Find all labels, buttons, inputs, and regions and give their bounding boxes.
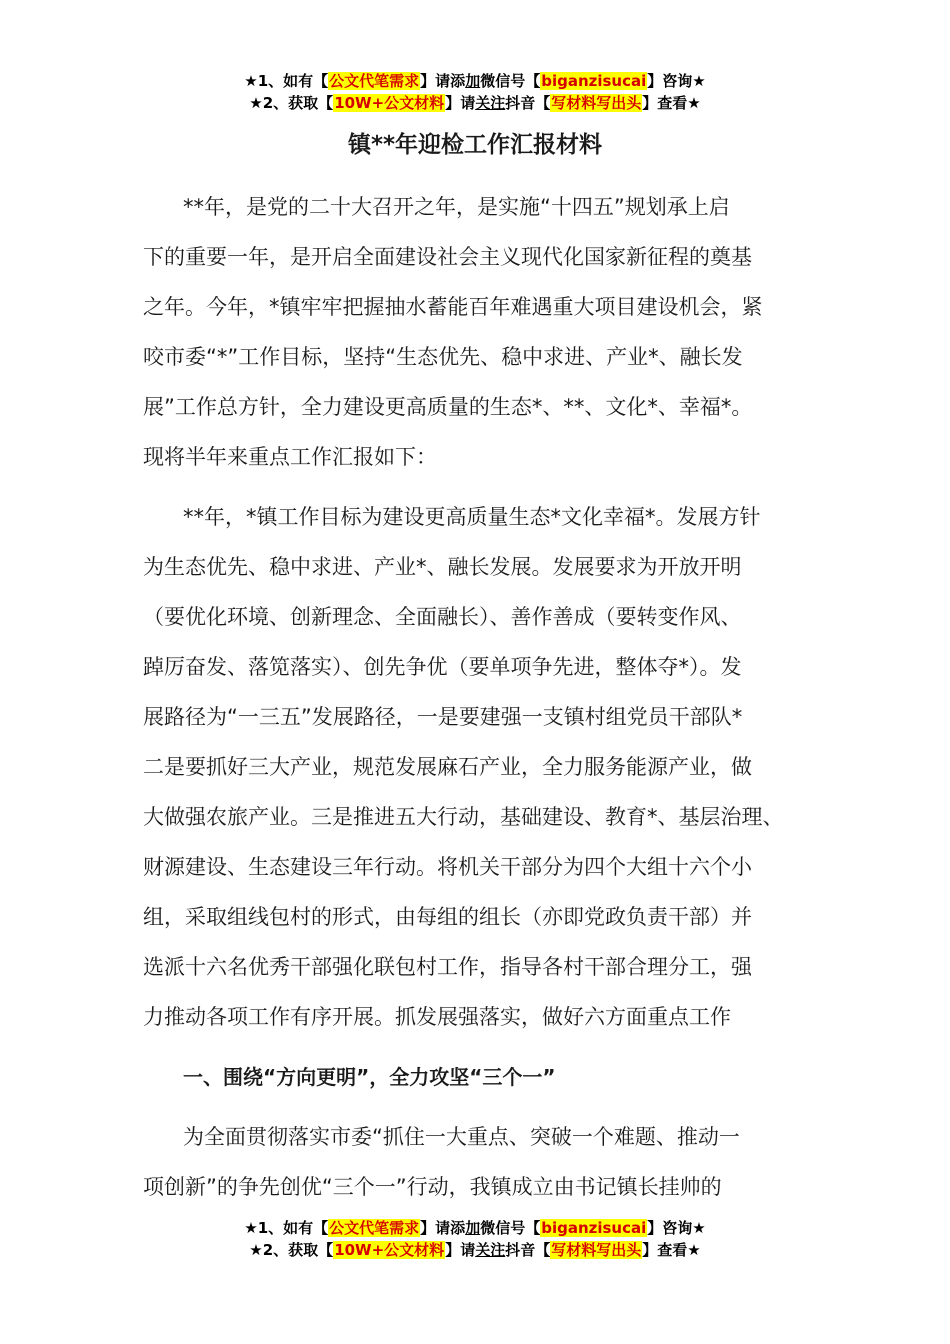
highlight-text: 10W+公文材料: [334, 1241, 445, 1259]
promo-text: ★2、获取【: [249, 94, 334, 112]
promo-line-2: [0, 92, 950, 114]
underlined-text: 关注: [475, 1241, 506, 1259]
promo-line-2: [0, 1239, 950, 1261]
text-line: 力推动各项工作有序开展。抓发展强落实，做好六方面重点工作: [143, 1005, 731, 1029]
promo-text: ★1、如有【: [244, 1219, 329, 1237]
promo-text: ★2、获取【: [249, 1241, 334, 1259]
text-line: 展”工作总方针，全力建设更高质量的生态*、**、文化*、幸福*。: [143, 395, 753, 419]
paragraph-intro: [143, 182, 823, 482]
promo-text: ★1、如有【: [244, 72, 329, 90]
text-line: 组，采取组线包村的形式，由每组的组长（亦即党政负责干部）并: [143, 905, 752, 929]
text-line: 踔厉奋发、落笕落实）、创先争优（要单项争先进，整体夺*）。发: [143, 655, 742, 679]
underlined-text: 加: [465, 72, 481, 90]
text-line: 展路径为“一三五”发展路径，一是要建强一支镇村组党员干部队*: [143, 705, 743, 729]
promo-text: 微信号【: [480, 72, 541, 90]
text-line: 大做强农旅产业。三是推进五大行动，基础建设、教育*、基层治理、: [143, 805, 784, 829]
promo-text: 】咨询★: [647, 72, 706, 90]
promo-banner-top: [0, 70, 950, 114]
highlight-text: 10W+公文材料: [334, 94, 445, 112]
promo-text: 】咨询★: [647, 1219, 706, 1237]
text-line: 之年。今年，*镇牢牢把握抽水蓄能百年难遇重大项目建设机会，紧: [143, 295, 763, 319]
text-line: 项创新”的争先创优“三个一”行动，我镇成立由书记镇长挂帅的: [143, 1175, 722, 1199]
text-line: 为全面贯彻落实市委“抓住一大重点、突破一个难题、推动一: [183, 1125, 740, 1149]
promo-text: 】请: [445, 94, 476, 112]
promo-text: 抖音【: [505, 1241, 551, 1259]
text-line: 财源建设、生态建设三年行动。将机关干部分为四个大组十六个小: [143, 855, 752, 879]
highlight-text: 公文代笔需求: [329, 1219, 420, 1237]
section-heading: 一、围绕“方向更明”，全力攻坚“三个一”: [183, 1065, 556, 1089]
douyin-id: 写材料写出头: [551, 94, 642, 112]
text-line: **年，*镇工作目标为建设更高质量生态*文化幸福*。发展方针: [183, 505, 761, 529]
text-line: **年，是党的二十大召开之年，是实施“十四五”规划承上启: [183, 195, 730, 219]
douyin-id: 写材料写出头: [551, 1241, 642, 1259]
text-line: 二是要抓好三大产业，规范发展麻石产业，全力服务能源产业，做: [143, 755, 752, 779]
promo-text: 微信号【: [480, 1219, 541, 1237]
promo-text: 】请: [445, 1241, 476, 1259]
text-line: 现将半年来重点工作汇报如下：: [143, 445, 437, 469]
promo-text: 】查看★: [642, 1241, 701, 1259]
promo-text: 】查看★: [642, 94, 701, 112]
promo-line-1: [0, 1217, 950, 1239]
promo-text: 抖音【: [505, 94, 551, 112]
promo-text: 】请添: [420, 72, 466, 90]
paragraph-section-1: [143, 1112, 823, 1212]
underlined-text: 关注: [475, 94, 506, 112]
paragraph-goals: [143, 492, 823, 1042]
text-line: 选派十六名优秀干部强化联包村工作，指导各村干部合理分工，强: [143, 955, 752, 979]
text-line: 为生态优先、稳中求进、产业*、融长发展。发展要求为开放开明: [143, 555, 742, 579]
promo-text: 】请添: [420, 1219, 466, 1237]
text-line: 下的重要一年，是开启全面建设社会主义现代化国家新征程的奠基: [143, 245, 752, 269]
underlined-text: 加: [465, 1219, 481, 1237]
promo-line-1: [0, 70, 950, 92]
wechat-id: biganzisucai: [541, 72, 647, 90]
text-line: （要优化环境、创新理念、全面融长）、善作善成（要转变作风、: [143, 605, 742, 629]
wechat-id: biganzisucai: [541, 1219, 647, 1237]
highlight-text: 公文代笔需求: [329, 72, 420, 90]
document-title: 镇**年迎检工作汇报材料: [347, 132, 603, 158]
text-line: 咬市委“*”工作目标，坚持“生态优先、稳中求进、产业*、融长发: [143, 345, 743, 369]
promo-banner-bottom: [0, 1217, 950, 1261]
